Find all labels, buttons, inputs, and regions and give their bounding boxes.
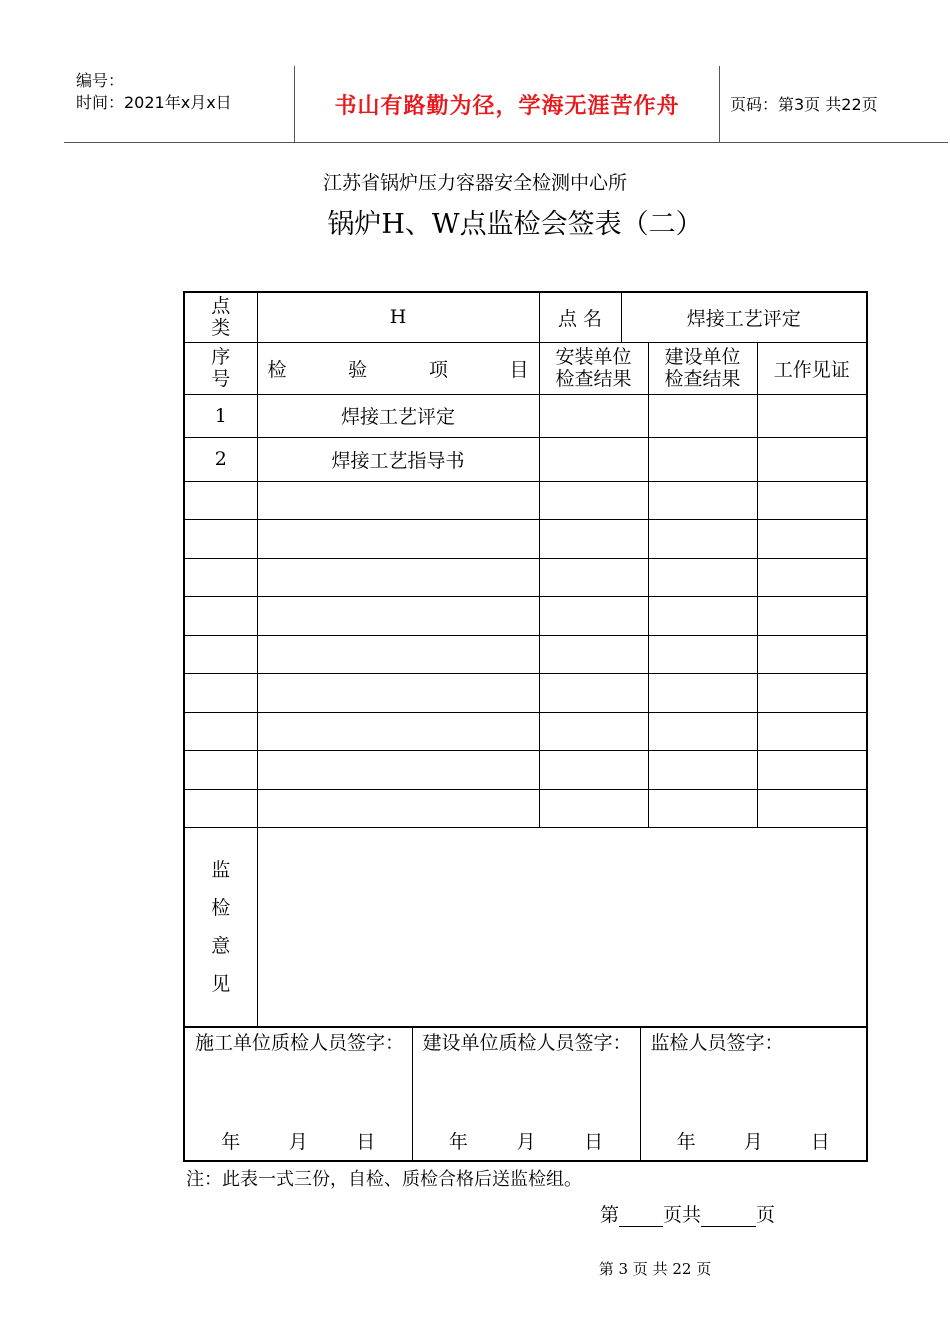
signature-table [183, 1028, 868, 1162]
col-seq-header: 序号 [184, 342, 257, 394]
table-row-empty [184, 789, 867, 827]
table-row-empty [184, 519, 867, 558]
table-row-empty [184, 750, 867, 789]
table-row-empty [184, 558, 867, 596]
point-type-value: H [257, 292, 539, 342]
number-label: 编号： [76, 71, 125, 90]
table-row-empty [184, 712, 867, 750]
col-witness-header: 工作见证 [757, 342, 867, 394]
table-row [184, 437, 867, 481]
point-name-value: 焊接工艺评定 [621, 292, 867, 342]
point-name-label: 点 名 [539, 292, 621, 342]
col-items-header: 检 验 项 目 [257, 342, 539, 394]
inspector-signature-label: 监检人员签字： [650, 1032, 784, 1054]
document-title: 锅炉H、W点监检会签表（二） [327, 209, 703, 240]
row-seq: 2 [184, 437, 257, 481]
table-row-empty [184, 673, 867, 712]
table-row-empty [184, 635, 867, 673]
header-motto-cell [295, 66, 720, 142]
page-header [64, 66, 948, 143]
table-note: 注：此表一式三份，自检、质检合格后送监检组。 [186, 1169, 582, 1190]
row-item: 焊接工艺指导书 [257, 437, 539, 481]
construction-signature-label: 施工单位质检人员签字： [195, 1032, 405, 1054]
point-type-label: 点类 [184, 292, 257, 342]
table-row-empty [184, 481, 867, 519]
row-witness-cell [757, 437, 867, 481]
inspection-table [183, 291, 868, 1028]
table-row [184, 394, 867, 437]
row-witness-cell [757, 394, 867, 437]
builder-signature-label: 建设单位质检人员签字： [422, 1032, 632, 1054]
construction-signature-cell [184, 1028, 412, 1161]
builder-signature-cell [412, 1028, 640, 1161]
opinion-area [257, 827, 867, 1027]
col-install-header: 安装单位检查结果 [539, 342, 648, 394]
row-build-cell [648, 437, 757, 481]
row-install-cell [539, 394, 648, 437]
motto-text: 书山有路勤为径，学海无涯苦作舟 [334, 93, 680, 119]
table-row-empty [184, 596, 867, 635]
signature-date: 年 月 日 [448, 1131, 604, 1153]
header-meta [64, 66, 295, 142]
col-build-header: 建设单位检查结果 [648, 342, 757, 394]
inspector-signature-cell [640, 1028, 867, 1161]
row-install-cell [539, 437, 648, 481]
organization-name: 江苏省锅炉压力容器安全检测中心所 [322, 172, 627, 194]
opinion-label: 监检意见 [184, 827, 257, 1027]
signature-date: 年 月 日 [676, 1131, 830, 1153]
page-count-line: 第 页共 页 [600, 1204, 776, 1226]
row-item: 焊接工艺评定 [257, 394, 539, 437]
row-seq: 1 [184, 394, 257, 437]
page-info: 页码：第3页 共22页 [730, 95, 878, 114]
time-label: 时间：2021年x月x日 [76, 93, 232, 112]
row-build-cell [648, 394, 757, 437]
signature-date: 年 月 日 [221, 1131, 376, 1153]
page-footer: 第 3 页 共 22 页 [598, 1260, 712, 1278]
